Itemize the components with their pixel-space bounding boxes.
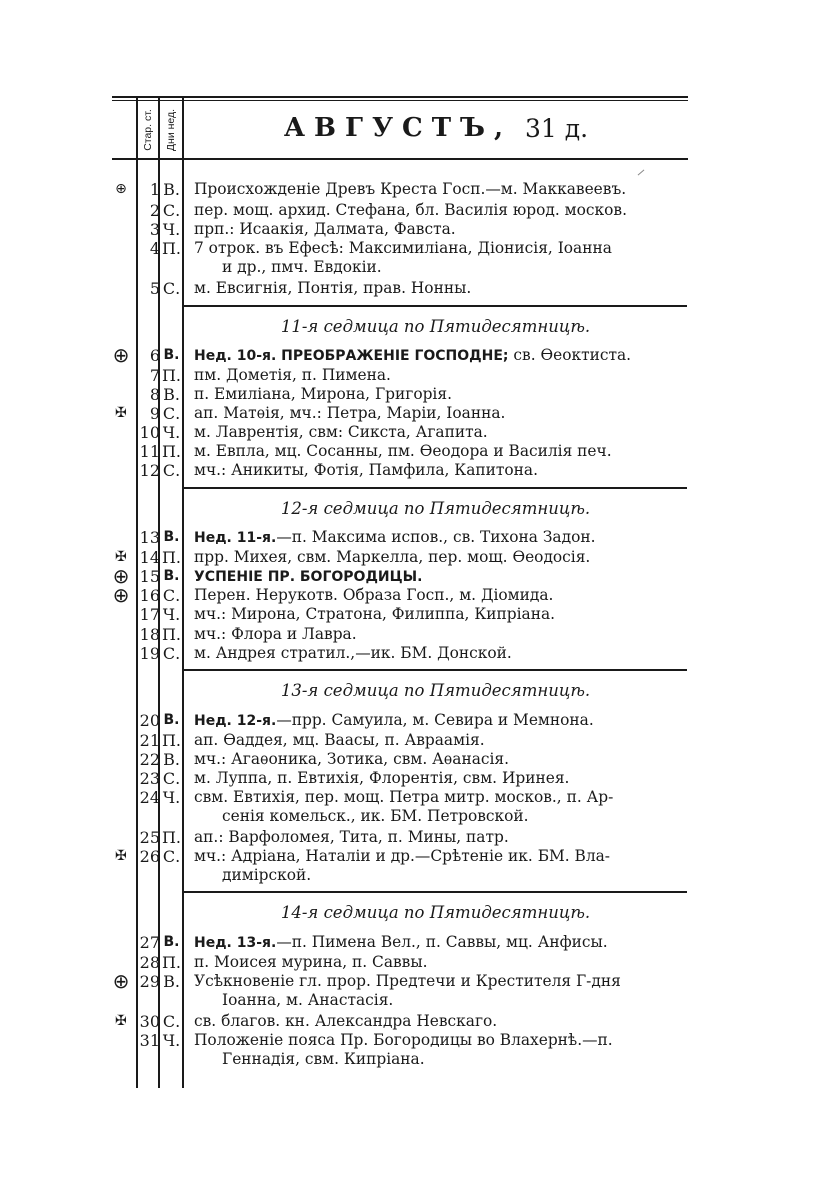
commemoration-main: —прр. Самуила, м. Севира и Мемнона. [276,711,594,729]
calendar-row [112,750,692,769]
week-separator [184,669,687,671]
calendar-row [112,442,692,461]
weekday: С. [162,769,181,788]
weekday: П. [161,548,182,567]
cross-icon: ✠ [115,549,127,565]
print-mark [638,170,645,176]
commemoration-main: м. Евсигнія, Понтія, прав. Нонны. [194,279,472,297]
calendar-row [112,180,692,199]
day-number: 22 [139,750,160,769]
commemoration-main: Перен. Нерукотв. Образа Госп., м. Діомида. [194,586,554,604]
commemoration-text [194,279,694,298]
commemoration-main: прп.: Исаакія, Далмата, Фавста. [194,220,456,238]
day-number: 27 [139,933,160,952]
weekday: С. [162,586,181,605]
week-title: 13-я седмица по Пятидесятницѣ. [280,681,591,700]
calendar-row [112,239,692,276]
weekday: В. [163,385,180,404]
day-number: 25 [139,828,160,847]
commemoration-main: св. благов. кн. Александра Невскаго. [194,1012,498,1030]
calendar-row [112,343,692,367]
cross-icon: ✠ [115,1013,127,1029]
day-number: 18 [139,625,160,644]
commemoration-text [194,201,694,220]
weekday: С. [162,1012,181,1031]
calendar-row [112,366,692,385]
commemoration-text [194,366,694,385]
weekday: С. [162,404,181,423]
commemoration-text [194,625,694,644]
commemoration-main: ап. Матѳія, мч.: Петра, Маріи, Іоанна. [194,404,506,422]
weekday: Ч. [162,423,181,442]
weekday: П. [161,625,182,644]
day-number: 15 [139,567,160,586]
week-separator [184,487,687,489]
calendar-row [112,201,692,220]
commemoration-text [194,828,694,847]
commemoration-text [194,788,694,826]
calendar-row [112,564,692,588]
calendar-row [112,711,692,730]
commemoration-main: пм. Дометія, п. Пимена. [194,366,391,384]
calendar-row [112,1031,692,1068]
calendar-row [112,953,692,972]
day-number: 28 [139,953,160,972]
month-title: АВГУСТЪ , 31 д. [283,113,589,143]
calendar-row [112,220,692,239]
week-title: 14-я седмица по Пятидесятницѣ. [280,903,591,922]
commemoration-main: м. Андрея стратил.,—ик. БМ. Донской. [194,644,512,662]
calendar-row [112,828,692,847]
commemoration-main: прр. Михея, свм. Маркелла, пер. мощ. Ѳеодосія. [194,548,591,566]
feast-cross-icon: ⊕ [112,343,130,367]
commemoration-continuation: сенія комельск., ик. БМ. Петровской. [222,807,529,825]
day-number: 13 [139,528,160,547]
day-number: 23 [139,769,160,788]
day-number: 12 [139,461,160,480]
weekday: В. [163,180,180,199]
commemoration-text [194,461,694,480]
commemoration-main: —п. Пимена Вел., п. Саввы, мц. Анфисы. [276,933,608,951]
commemoration-bold: Нед. 10-я. ПРЕОБРАЖЕНІЕ ГОСПОДНЕ; [194,348,509,364]
calendar-row [112,625,692,644]
commemoration-bold: Нед. 11-я. [194,530,277,546]
commemoration-text [194,586,694,605]
commemoration-text [194,180,694,199]
day-number: 29 [139,972,160,991]
feast-cross-icon: ⊕ [112,969,130,993]
commemoration-continuation: и др., пмч. Евдокіи. [222,258,382,276]
calendar-row [112,847,692,884]
commemoration-text [194,644,694,663]
commemoration-main: свм. Евтихія, пер. мощ. Петра митр. москов., п. Ар- [194,788,614,806]
day-number: 7 [149,366,160,385]
header-rule-bottom [112,158,688,160]
weekday: П. [161,366,182,385]
commemoration-main: ап.: Варфоломея, Тита, п. Мины, патр. [194,828,509,846]
weekday: В. [163,712,180,728]
commemoration-text [194,953,694,972]
commemoration-text [194,404,694,423]
calendar-row [112,769,692,788]
commemoration-main: Происхожденіе Древъ Креста Госп.—м. Маккавеевъ. [194,180,627,198]
week-separator [184,891,687,893]
day-number: 4 [149,239,160,258]
weekday: Ч. [162,605,181,624]
weekday: Ч. [162,220,181,239]
day-number: 20 [139,711,160,730]
weekday: В. [163,347,180,363]
calendar-row [112,933,692,952]
day-number: 16 [139,586,160,605]
weekday: П. [161,828,182,847]
day-number: 31 [139,1031,160,1050]
day-number: 6 [149,346,160,365]
calendar-row [112,385,692,404]
calendar-row [112,788,692,825]
column-header-old-style: Стар. ст. [142,109,154,151]
commemoration-bold: Нед. 13-я. [194,935,277,951]
calendar-row [112,528,692,547]
day-number: 1 [149,180,160,199]
day-number: 5 [149,279,160,298]
commemoration-text [194,423,694,442]
calendar-row [112,969,692,1009]
commemoration-main: мч.: Аникиты, Фотія, Памфила, Капитона. [194,461,539,479]
commemoration-text [194,1012,694,1031]
commemoration-main: м. Евпла, мц. Сосанны, пм. Ѳеодора и Василія печ. [194,442,612,460]
commemoration-continuation: Іоанна, м. Анастасія. [222,991,394,1009]
calendar-row [112,404,692,423]
commemoration-text [194,346,694,366]
header-rule-top-thin [112,100,688,101]
weekday: В. [163,934,180,950]
commemoration-main: мч.: Флора и Лавра. [194,625,357,643]
day-number: 10 [139,423,160,442]
day-number: 2 [149,201,160,220]
commemoration-text [194,711,694,731]
week-separator [184,305,687,307]
cross-icon: ✠ [115,405,127,421]
day-number: 24 [139,788,160,807]
commemoration-continuation: димірской. [222,866,312,884]
day-number: 9 [149,404,160,423]
commemoration-text [194,605,694,624]
weekday: Ч. [162,788,181,807]
commemoration-text [194,731,694,750]
commemoration-main: мч.: Адріана, Наталіи и др.—Срѣтеніе ик. БМ. Вла- [194,847,611,865]
commemoration-text [194,220,694,239]
day-number: 19 [139,644,160,663]
weekday: С. [162,461,181,480]
commemoration-text [194,239,694,277]
commemoration-text [194,847,694,885]
weekday: П. [161,731,182,750]
calendar-row [112,279,692,298]
commemoration-main: 7 отрок. въ Ефесѣ: Максимиліана, Діонисія, Іоанна [194,239,612,257]
day-number: 21 [139,731,160,750]
weekday: С. [162,201,181,220]
calendar-row [112,461,692,480]
day-number: 14 [139,548,160,567]
month-name: АВГУСТЪ [283,113,494,143]
commemoration-text [194,972,694,1010]
commemoration-continuation: Геннадія, свм. Кипріана. [222,1050,425,1068]
week-title: 12-я седмица по Пятидесятницѣ. [280,499,591,518]
commemoration-text [194,769,694,788]
column-header-weekdays: Дни нед. [165,108,177,152]
calendar-row [112,583,692,607]
month-day-count: 31 д. [525,113,589,143]
day-number: 11 [139,442,160,461]
commemoration-text [194,750,694,769]
weekday: В. [163,529,180,545]
commemoration-main: м. Луппа, п. Евтихія, Флорентія, свм. Иринея. [194,769,570,787]
weekday: С. [162,644,181,663]
calendar-row [112,548,692,567]
weekday: П. [161,953,182,972]
commemoration-bold: Нед. 12-я. [194,713,277,729]
day-number: 8 [149,385,160,404]
commemoration-main: —п. Максима испов., св. Тихона Задон. [276,528,596,546]
weekday: П. [161,442,182,461]
commemoration-text [194,567,694,587]
commemoration-main: Положеніе пояса Пр. Богородицы во Влахернѣ.—п. [194,1031,613,1049]
calendar-row [112,1012,692,1031]
commemoration-main: Усѣкновеніе гл. прор. Предтечи и Крестителя Г-дня [194,972,621,990]
cross-icon: ✠ [115,848,127,864]
calendar-row [112,605,692,624]
day-number: 3 [149,220,160,239]
weekday: Ч. [162,1031,181,1050]
feast-cross-icon: ⊕ [112,583,130,607]
weekday: С. [162,847,181,866]
commemoration-bold: УСПЕНІЕ ПР. БОГОРОДИЦЫ. [194,569,423,585]
commemoration-text [194,528,694,548]
day-number: 26 [139,847,160,866]
header-rule-top [112,96,688,98]
weekday: С. [162,279,181,298]
feast-cross-icon: ⊕ [112,564,130,588]
commemoration-text [194,933,694,953]
week-title: 11-я седмица по Пятидесятницѣ. [280,317,591,336]
commemoration-text [194,385,694,404]
calendar-row [112,644,692,663]
commemoration-main: ап. Ѳаддея, мц. Ваасы, п. Авраамія. [194,731,485,749]
weekday: В. [163,972,180,991]
commemoration-main: мч.: Агаѳоника, Зотика, свм. Аѳанасія. [194,750,510,768]
commemoration-text [194,1031,694,1069]
weekday: П. [161,239,182,258]
commemoration-main: п. Емиліана, Мирона, Григорія. [194,385,452,403]
day-number: 30 [139,1012,160,1031]
feast-cross-icon: ⊕ [115,181,127,197]
calendar-row [112,423,692,442]
commemoration-main: п. Моисея мурина, п. Саввы. [194,953,428,971]
calendar-row [112,731,692,750]
day-number: 17 [139,605,160,624]
weekday: В. [163,750,180,769]
commemoration-main: мч.: Мирона, Стратона, Филиппа, Кипріана. [194,605,556,623]
commemoration-main: пер. мощ. архид. Стефана, бл. Василія юрод. москов. [194,201,627,219]
table-header [112,96,688,160]
commemoration-text [194,442,694,461]
weekday: В. [163,568,180,584]
commemoration-main: м. Лаврентія, свм: Сикста, Агапита. [194,423,488,441]
commemoration-main: св. Ѳеоктиста. [508,346,632,364]
commemoration-text [194,548,694,567]
